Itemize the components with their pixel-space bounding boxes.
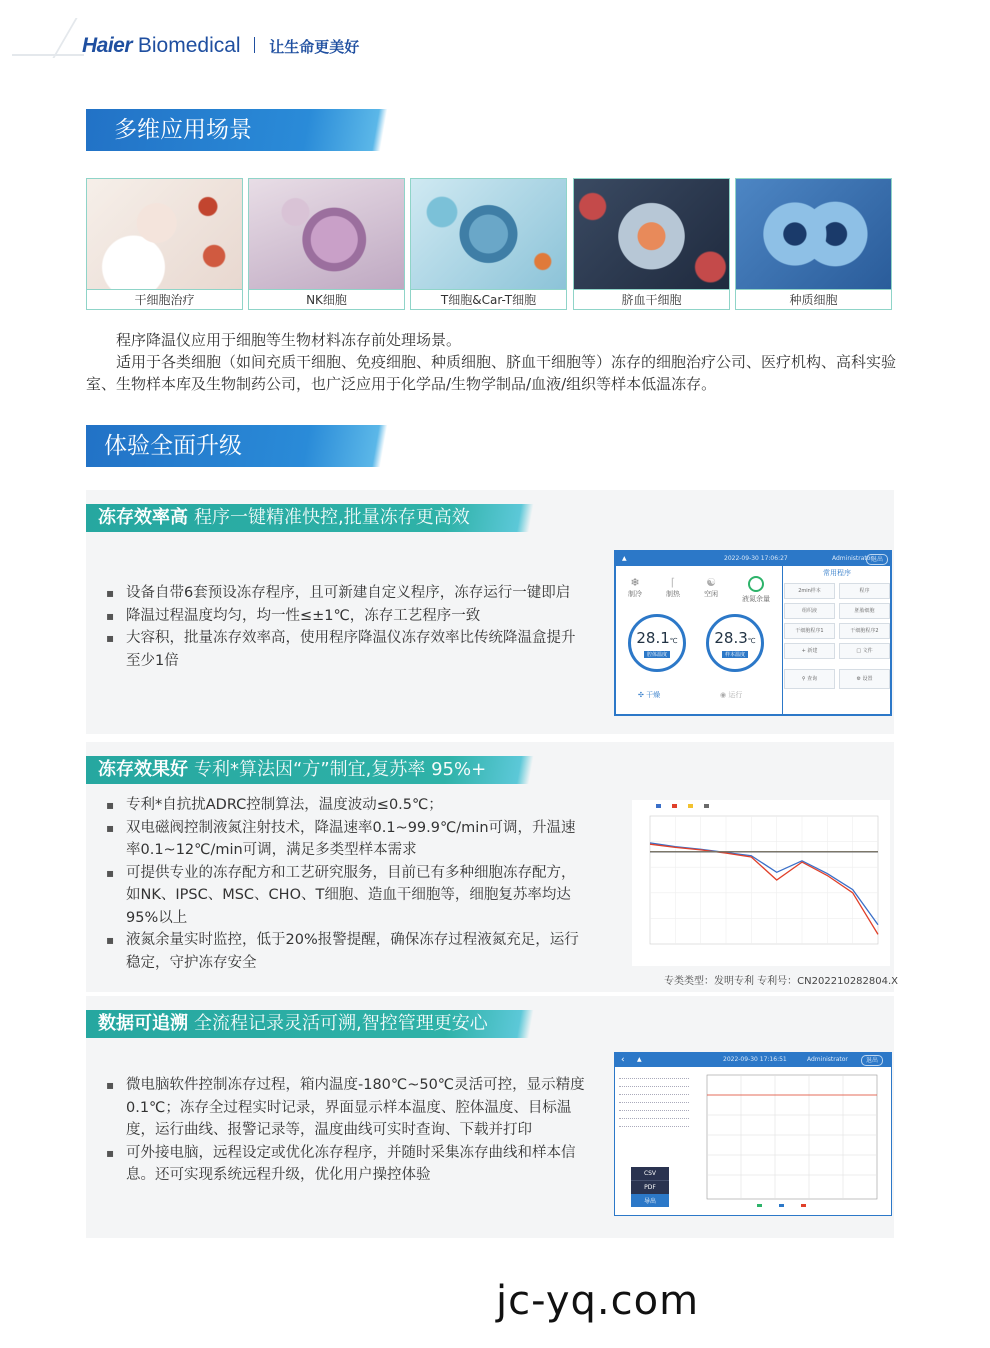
export-panel bbox=[631, 1167, 669, 1207]
cooling-curve-svg bbox=[632, 800, 890, 966]
feature-panel-traceability bbox=[86, 996, 894, 1238]
status-heating bbox=[666, 576, 680, 604]
site-watermark: jc-yq.com bbox=[496, 1278, 700, 1324]
bullet-item: ▪ 降温过程温度均匀，均一性≤±1℃，冻存工艺程序一致 bbox=[106, 605, 576, 628]
status-label: 制冷 bbox=[628, 590, 642, 598]
traceability-bullets bbox=[106, 1074, 590, 1187]
step-line bbox=[619, 1123, 689, 1127]
scenario-para-1: 程序降温仪应用于细胞等生物材料冻存前处理场景。 bbox=[116, 331, 462, 349]
ribbon-text: 程序一键精准快控,批量冻存更高效 bbox=[194, 507, 470, 528]
legend-swatch bbox=[688, 804, 693, 808]
record-status-bar bbox=[615, 1053, 891, 1067]
brand-slogan: 让生命更美好 bbox=[269, 38, 360, 56]
scenario-tile-cord-blood bbox=[573, 178, 730, 310]
nk-cell-image bbox=[249, 179, 404, 289]
status-label: 制热 bbox=[666, 590, 680, 598]
tile-caption: T细胞&Car-T细胞 bbox=[411, 289, 566, 310]
program-button[interactable]: 组织液 bbox=[784, 603, 835, 619]
logo-separator bbox=[254, 37, 255, 53]
scenario-description bbox=[86, 329, 896, 395]
fan-icon: ✣ bbox=[638, 691, 644, 699]
csv-button[interactable]: CSV bbox=[631, 1167, 669, 1181]
program-grid bbox=[784, 583, 890, 659]
brand-name-b: Biomedical bbox=[137, 34, 241, 57]
program-button[interactable]: 干细胞程序2 bbox=[839, 623, 890, 639]
idle-icon: ☯ bbox=[706, 576, 716, 589]
brand-logo bbox=[82, 34, 359, 58]
tile-caption: 干细胞治疗 bbox=[87, 289, 242, 310]
patent-note: 专类类型：发明专利 专利号：CN202210282804.X bbox=[664, 976, 899, 987]
file-button[interactable] bbox=[839, 643, 890, 659]
settings-button[interactable] bbox=[839, 669, 890, 689]
back-arrow-icon[interactable]: ‹ bbox=[621, 1055, 625, 1065]
section-title-upgrade: 体验全面升级 bbox=[86, 425, 486, 467]
step-line bbox=[619, 1115, 689, 1119]
feature-ribbon-efficiency bbox=[86, 504, 686, 532]
scenario-tile-nk bbox=[248, 178, 405, 310]
ribbon-text: 全流程记录灵活可溯,智控管理更安心 bbox=[194, 1013, 488, 1034]
device-status-bar bbox=[616, 552, 890, 566]
status-label: 空闲 bbox=[704, 590, 718, 598]
tile-caption: NK细胞 bbox=[249, 289, 404, 310]
bottom-actions bbox=[784, 669, 890, 689]
step-line bbox=[619, 1075, 689, 1079]
run-icon: ◉ bbox=[720, 691, 727, 699]
search-icon: ⚲ bbox=[801, 676, 806, 682]
gauge-unit: ℃ bbox=[669, 636, 678, 645]
scenario-tile-germ-cell bbox=[735, 178, 892, 310]
legend-swatch bbox=[704, 804, 709, 808]
device-home-screen bbox=[614, 550, 892, 716]
scenario-para-2: 适用于各类细胞（如间充质干细胞、免疫细胞、种质细胞、脐血干细胞等）冻存的细胞治疗公司、医疗机构、高科实验室、生物样本库及生物制药公司，也广泛应用于化学品/生物学制品/血液/组织等样本低温冻存。 bbox=[86, 353, 897, 393]
efficiency-bullets bbox=[106, 582, 576, 672]
scenario-tile-stem-cell bbox=[86, 178, 243, 310]
status-idle bbox=[704, 576, 718, 604]
chamber-temp-gauge bbox=[628, 614, 686, 672]
tile-caption: 脐血干细胞 bbox=[574, 289, 729, 310]
ribbon-bold: 冻存效率高 bbox=[98, 507, 188, 528]
programs-title: 常用程序 bbox=[823, 569, 851, 577]
section-title-scenarios: 多维应用场景 bbox=[86, 109, 486, 151]
bullet-item: ▪ 专利*自抗扰ADRC控制算法，温度波动≤0.5℃； bbox=[106, 794, 580, 817]
folder-icon: □ bbox=[856, 648, 862, 654]
bullet-item: ▪ 液氮余量实时监控，低于20%报警提醒，确保冻存过程液氮充足，运行稳定，守护冻存安全 bbox=[106, 929, 580, 974]
device-record-screen bbox=[614, 1052, 892, 1216]
program-button[interactable]: 胚胎细胞 bbox=[839, 603, 890, 619]
feature-ribbon-effect bbox=[86, 756, 686, 784]
bullet-item: ▪ 双电磁阀控制液氮注射技术，降温速率0.1~99.9℃/min可调，升温速率0.1~12℃/min可调，满足多类型样本需求 bbox=[106, 817, 580, 862]
legend-swatch bbox=[656, 804, 661, 808]
program-button[interactable]: 2min样本 bbox=[784, 583, 835, 599]
record-user: Administrator bbox=[807, 1056, 848, 1063]
header-decor-line bbox=[12, 54, 84, 56]
status-cooling bbox=[628, 576, 642, 604]
step-line bbox=[619, 1091, 689, 1095]
sample-temp-gauge bbox=[706, 614, 764, 672]
feature-panel-effect bbox=[86, 742, 899, 992]
gear-icon: ⚙ bbox=[856, 676, 861, 682]
effect-bullets bbox=[106, 794, 580, 974]
new-label: 新建 bbox=[807, 648, 818, 654]
cooling-curve-chart bbox=[632, 800, 890, 966]
run-label: 运行 bbox=[728, 691, 743, 699]
ln2-level-icon bbox=[748, 576, 764, 592]
device-user: Administrator bbox=[832, 555, 873, 562]
export-button[interactable]: 导出 bbox=[631, 1194, 669, 1207]
step-line bbox=[619, 1083, 689, 1087]
file-label: 文件 bbox=[862, 648, 873, 654]
query-label: 查询 bbox=[807, 676, 818, 682]
device-datetime: 2022-09-30 17:06:27 bbox=[724, 555, 788, 562]
status-icon-row bbox=[616, 576, 782, 604]
stem-cell-therapy-image bbox=[87, 179, 242, 289]
feature-panel-efficiency bbox=[86, 490, 894, 734]
fan-button[interactable] bbox=[638, 690, 660, 700]
gauge-unit: ℃ bbox=[747, 636, 756, 645]
gauge-label: 腔体温度 bbox=[644, 651, 670, 658]
gauge-value: 28.1 bbox=[636, 628, 670, 647]
ribbon-text: 专利*算法因“方”制宜,复苏率 95%+ bbox=[194, 759, 487, 780]
program-button[interactable]: 干细胞程序1 bbox=[784, 623, 835, 639]
query-button[interactable] bbox=[784, 669, 835, 689]
gauge-value: 28.3 bbox=[714, 628, 748, 647]
brand-name-a: Haier bbox=[82, 34, 133, 57]
bullet-item: ▪ 大容积，批量冻存效率高，使用程序降温仪冻存效率比传统降温盒提升至少1倍 bbox=[106, 627, 576, 672]
gauge-label: 样本温度 bbox=[722, 651, 748, 658]
fan-label: 干燥 bbox=[646, 691, 661, 699]
alarm-bell-icon[interactable]: ▲ bbox=[622, 555, 627, 562]
run-button[interactable] bbox=[720, 690, 742, 700]
step-line bbox=[619, 1099, 689, 1103]
bullet-item: ▪ 设备自带6套预设冻存程序，且可新建自定义程序，冻存运行一键即启 bbox=[106, 582, 576, 605]
alarm-bell-icon[interactable]: ▲ bbox=[637, 1056, 642, 1063]
program-pane bbox=[784, 568, 890, 689]
bullet-item: ▪ 微电脑软件控制冻存过程，箱内温度-180℃~50℃灵活可控，显示精度0.1℃；冻存全过程实时记录，界面显示样本温度、腔体温度、目标温度，运行曲线、报警记录等，温度曲线可实时查询、下载并打印 bbox=[106, 1074, 590, 1142]
plot-area bbox=[650, 816, 878, 944]
logout-button[interactable]: 退出 bbox=[866, 554, 888, 565]
ribbon-bold: 冻存效果好 bbox=[98, 759, 188, 780]
bullet-item: ▪ 可提供专业的冻存配方和工艺研究服务，目前已有多种细胞冻存配方，如NK、IPSC、MSC、CHO、T细胞、造血干细胞等，细胞复苏率均达95%以上 bbox=[106, 862, 580, 930]
tile-caption: 种质细胞 bbox=[736, 289, 891, 310]
settings-label: 设置 bbox=[862, 676, 873, 682]
ribbon-bold: 数据可追溯 bbox=[98, 1013, 188, 1034]
scenario-tile-tcell bbox=[410, 178, 567, 310]
record-curve-grid bbox=[699, 1071, 889, 1211]
device-status-pane bbox=[616, 566, 783, 714]
program-step-list bbox=[619, 1071, 689, 1145]
new-program-button[interactable] bbox=[784, 643, 835, 659]
program-button[interactable]: 程序 bbox=[839, 583, 890, 599]
legend-swatch bbox=[672, 804, 677, 808]
logout-button[interactable]: 退出 bbox=[861, 1055, 883, 1066]
pdf-button[interactable]: PDF bbox=[644, 1184, 656, 1191]
cord-blood-cell-image bbox=[574, 179, 729, 289]
t-cell-image bbox=[411, 179, 566, 289]
header-decor-slash bbox=[52, 18, 77, 58]
thermometer-icon: ⌈ bbox=[670, 576, 676, 589]
status-label: 液氮余量 bbox=[742, 595, 770, 603]
step-line bbox=[619, 1107, 689, 1111]
feature-ribbon-traceability bbox=[86, 1010, 686, 1038]
plus-icon: + bbox=[801, 648, 806, 654]
record-datetime: 2022-09-30 17:16:51 bbox=[723, 1056, 787, 1063]
status-ln2 bbox=[742, 576, 770, 604]
bullet-item: ▪ 可外接电脑，远程设定或优化冻存程序，并随时采集冻存曲线和样本信息。还可实现系统远程升级，优化用户操控体验 bbox=[106, 1142, 590, 1187]
germ-cell-image bbox=[736, 179, 891, 289]
snowflake-icon: ❄ bbox=[630, 576, 640, 589]
